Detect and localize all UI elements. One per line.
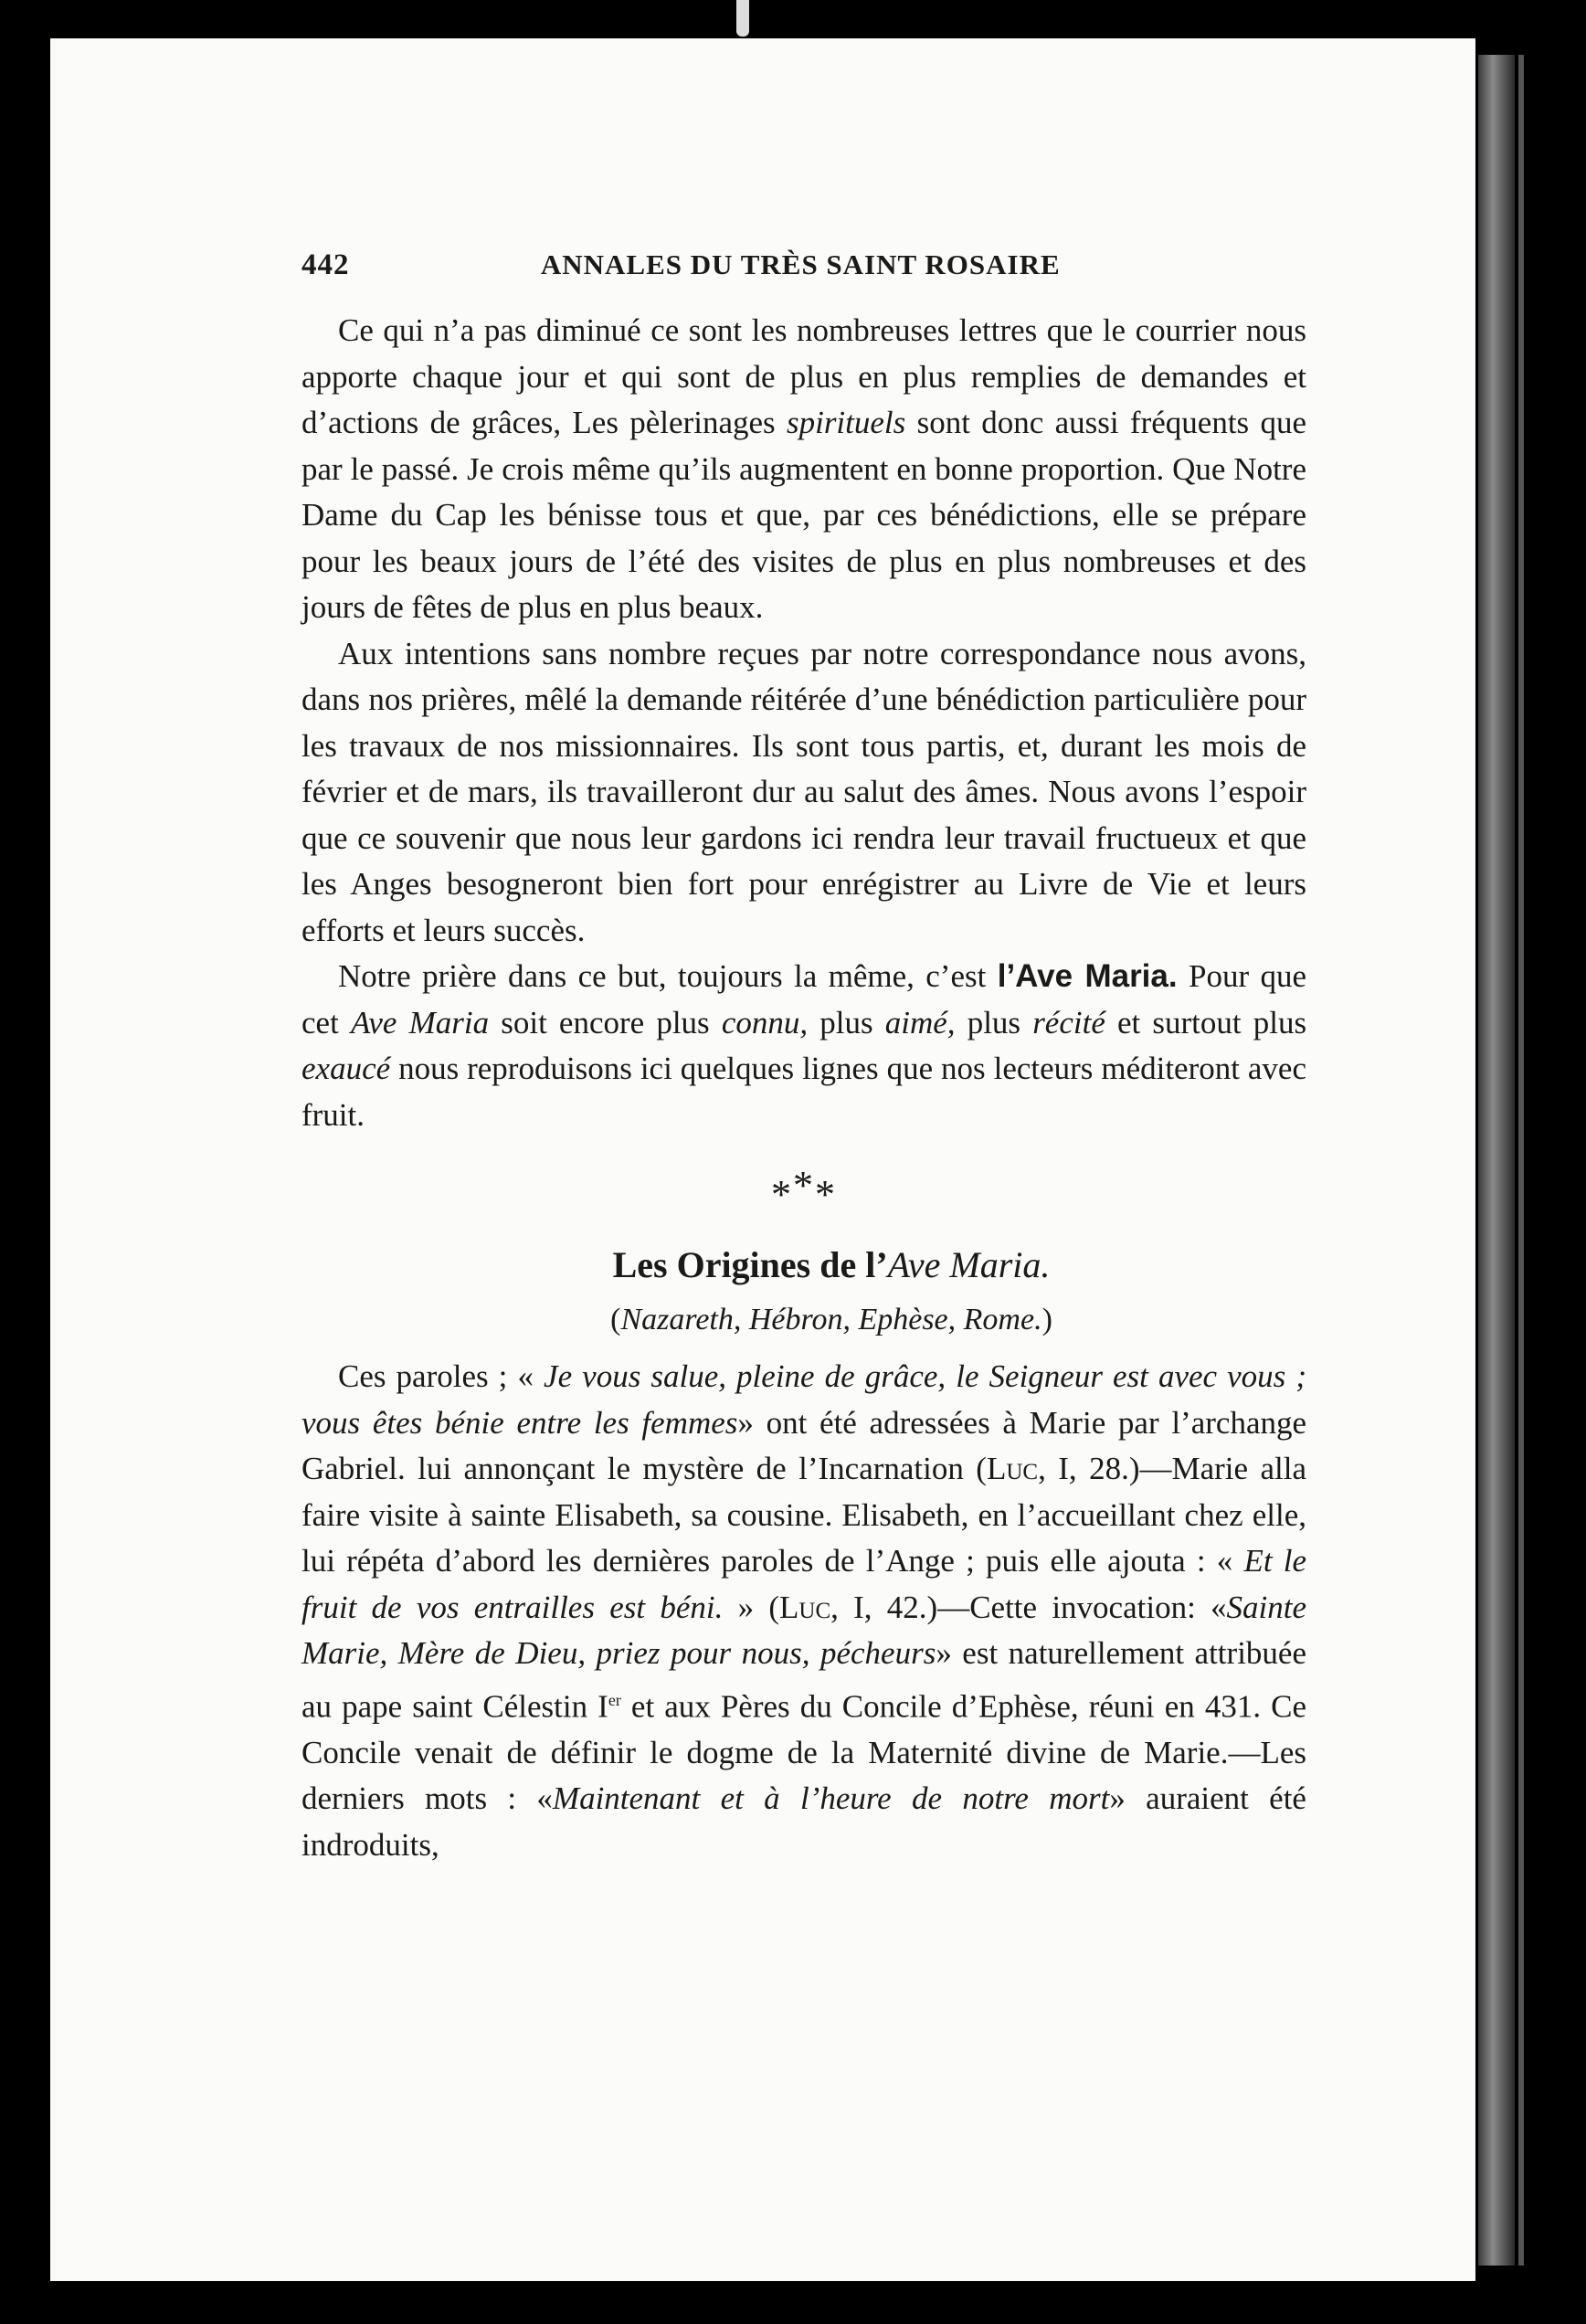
page-text — [301, 248, 1306, 1868]
running-title: ANNALES DU TRÈS SAINT ROSAIRE — [540, 248, 1061, 280]
top-binding-mark — [736, 0, 749, 37]
page-edge-line — [1518, 55, 1524, 2266]
paragraph-origins: Ces paroles ; « Je vous salue, pleine de grâce, le Seigneur est avec vous ; vous êtes bénie entre les femmes» ont été adressées à Marie par l’archange Gabriel. lui annonçant le mystère de l’Incarnation (Luc, I, 28.)—Marie alla faire visite à sainte Elisabeth, sa cousine. Elisabeth, en l’accueillant chez elle, lui répéta d’abord les dernières paroles de l’Ange ; puis elle ajouta : « Et le fruit de vos entrailles est béni. » (Luc, I, 42.)—Cette invocation: «Sainte Marie, Mère de Dieu, priez pour nous, pécheurs» est naturellement attribuée au pape saint Célestin Ier et aux Pères du Concile d’Ephèse, réuni en 431. Ce Concile venait de définir le dogme de la Maternité divine de Marie.—Les derniers mots : «Maintenant et à l’heure de notre mort» auraient été indroduits, — [301, 1358, 1307, 1863]
page-number: 442 — [301, 248, 350, 281]
paragraph-correspondence: Ce qui n’a pas diminué ce sont les nombreuses lettres que le courrier nous apporte chaque jour et qui sont de plus en plus remplies de demandes et d’actions de grâces, Les pèlerinages spirituels sont donc aussi fréquents que par le passé. Je crois même qu’ils augmentent en bonne proportion. Que Notre Dame du Cap les bénisse tous et que, par ces bénédictions, elle se prépare pour les beaux jours de l’été des visites de plus en plus nombreuses et des jours de fêtes de plus en plus beaux. — [301, 312, 1307, 625]
section-title: Les Origines de l’Ave Maria. — [612, 1244, 1051, 1285]
paragraph-missionaries: Aux intentions sans nombre reçues par notre correspondance nous avons, dans nos prières, mêlé la demande réitérée d’une bénédiction particulière pour les travaux de nos missionnaires. Ils sont tous partis, et, durant les mois de février et de mars, ils travailleront dur au salut des âmes. Nous avons l’espoir que ce souvenir que nous leur gardons ici rendra leur travail fructueux et que les Anges besogneront bien fort pour enrégistrer au Livre de Vie et leurs efforts et leurs succès. — [301, 635, 1306, 948]
asterism-divider: *** — [771, 1163, 837, 1217]
section-subtitle: (Nazareth, Hébron, Ephèse, Rome.) — [610, 1303, 1052, 1336]
page-edge-shadow — [1478, 55, 1515, 2266]
paragraph-ave-maria-prayer: Notre prière dans ce but, toujours la même, c’est l’Ave Maria. Pour que cet Ave Maria soit encore plus connu, plus aimé, plus récité et surtout plus exaucé nous reproduisons ici quelques lignes que nos lecteurs méditeront avec fruit. — [301, 958, 1307, 1133]
running-header — [301, 248, 1306, 282]
